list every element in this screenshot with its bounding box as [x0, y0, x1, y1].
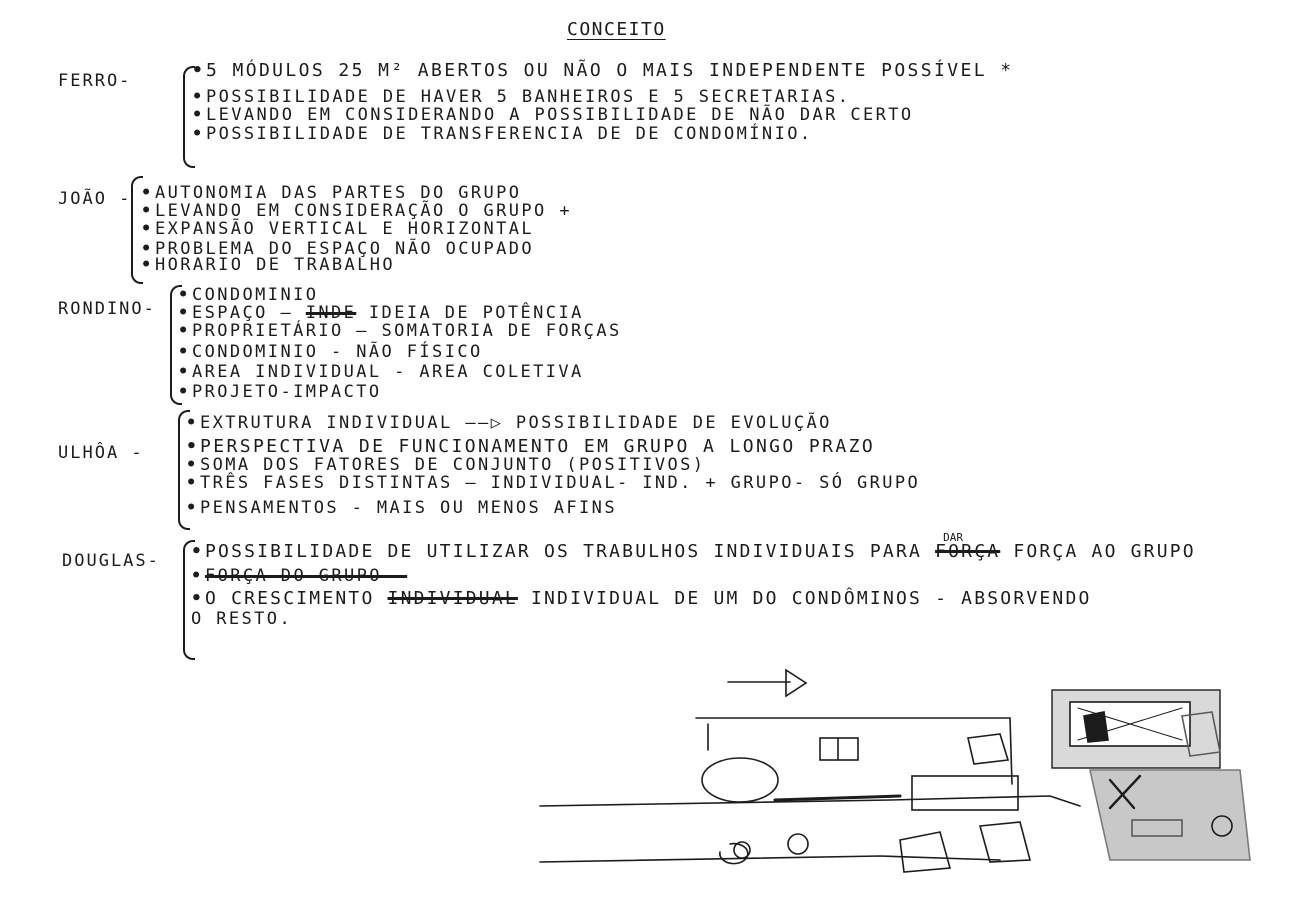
note-text: ESPAÇO —: [192, 303, 294, 323]
note-text: CONDOMINIO: [192, 285, 319, 305]
struck-text: FORÇA: [935, 541, 1001, 562]
note-line: •SOMA DOS FATORES DE CONJUNTO (POSITIVOS): [186, 455, 706, 475]
note-line: •HORARIO DE TRABALHO: [141, 255, 396, 275]
street-line: [540, 856, 1000, 862]
struck-text: FORÇA DO GRUPO —: [205, 566, 408, 586]
note-text: LEVANDO EM CONSIDERAÇÃO O GRUPO +: [155, 201, 572, 221]
block-volume: [900, 832, 950, 872]
note-line: •AREA INDIVIDUAL - AREA COLETIVA: [178, 362, 584, 382]
note-line: •PERSPECTIVA DE FUNCIONAMENTO EM GRUPO A LONGO PRAZO: [186, 436, 876, 457]
note-text: POSSIBILIDADE DE UTILIZAR OS TRABULHOS INDIVIDUAIS PARA: [205, 541, 923, 562]
note-line: •EXPANSÃO VERTICAL E HORIZONTAL: [141, 219, 535, 239]
note-line: •CONDOMINIO - NÃO FÍSICO: [178, 342, 483, 362]
section-name: RONDINO-: [58, 299, 156, 319]
note-text: EXTRUTURA INDIVIDUAL ——▷ POSSIBILIDADE DE EVOLUÇÃO: [200, 413, 832, 433]
tree-ellipse: [702, 758, 778, 802]
note-text: CONDOMINIO - NÃO FÍSICO: [192, 342, 483, 362]
note-line: •PROBLEMA DO ESPAÇO NÃO OCUPADO: [141, 239, 535, 259]
note-text: HORARIO DE TRABALHO: [155, 255, 396, 275]
note-line: •O CRESCIMENTO INDIVIDUAL INDIVIDUAL DE UM DO CONDÔMINOS - ABSORVENDO: [191, 588, 1092, 609]
note-text: FORÇA AO GRUPO: [1013, 541, 1196, 562]
note-line: •5 MÓDULOS 25 M² ABERTOS OU NÃO O MAIS INDEPENDENTE POSSÍVEL *: [192, 60, 1014, 81]
note-text: O RESTO.: [191, 609, 293, 629]
inserted-word: DAR: [943, 531, 963, 544]
block-volume: [912, 776, 1018, 810]
note-text: EXPANSÃO VERTICAL E HORIZONTAL: [155, 219, 535, 239]
block-volume: [968, 734, 1008, 764]
figure-circle: [788, 834, 808, 854]
note-text: INDIVIDUAL DE UM DO CONDÔMINOS - ABSORVENDO: [530, 588, 1092, 609]
section-name: ULHÔA -: [58, 443, 144, 463]
note-text: POSSIBILIDADE DE HAVER 5 BANHEIROS E 5 SECRETARIAS.: [206, 87, 851, 107]
struck-text: INDIVIDUAL: [387, 588, 518, 609]
note-text: O CRESCIMENTO: [205, 588, 375, 609]
note-line: •POSSIBILIDADE DE UTILIZAR OS TRABULHOS INDIVIDUAIS PARA DAR FORÇA FORÇA AO GRUPO: [191, 531, 1196, 562]
note-line: •PROPRIETÁRIO — SOMATORIA DE FORÇAS: [178, 321, 622, 341]
note-line: •POSSIBILIDADE DE TRANSFERENCIA DE DE CONDOMÍNIO.: [192, 124, 813, 144]
note-line: •AUTONOMIA DAS PARTES DO GRUPO: [141, 183, 522, 203]
note-text: 5 MÓDULOS 25 M² ABERTOS OU NÃO O MAIS INDEPENDENTE POSSÍVEL *: [206, 60, 1014, 81]
note-text: LEVANDO EM CONSIDERANDO A POSSIBILIDADE DE NÃO DAR CERTO: [206, 105, 914, 125]
note-line: •PROJETO-IMPACTO: [178, 382, 382, 402]
struck-text: INDE: [305, 303, 357, 323]
note-text: AREA INDIVIDUAL - AREA COLETIVA: [192, 362, 584, 382]
note-text: PENSAMENTOS - MAIS OU MENOS AFINS: [200, 498, 617, 518]
note-line: •LEVANDO EM CONSIDERAÇÃO O GRUPO +: [141, 201, 572, 221]
figure-circle: [720, 844, 748, 864]
note-line: •POSSIBILIDADE DE HAVER 5 BANHEIROS E 5 SECRETARIAS.: [192, 87, 851, 107]
section-name: FERRO-: [58, 71, 132, 91]
note-text: POSSIBILIDADE DE TRANSFERENCIA DE DE CONDOMÍNIO.: [206, 124, 813, 144]
tower-block: [1084, 712, 1108, 742]
arrow-head-icon: [786, 670, 806, 696]
section-name: DOUGLAS-: [62, 551, 160, 571]
note-text: IDEIA DE POTÊNCIA: [368, 303, 584, 323]
block-volume: [980, 822, 1030, 862]
note-text: PERSPECTIVA DE FUNCIONAMENTO EM GRUPO A LONGO PRAZO: [200, 436, 876, 457]
note-line: •CONDOMINIO: [178, 285, 319, 305]
note-text: AUTONOMIA DAS PARTES DO GRUPO: [155, 183, 522, 203]
section-name: JOÃO -: [58, 189, 132, 209]
note-text: TRÊS FASES DISTINTAS — INDIVIDUAL- IND. + GRUPO- SÓ GRUPO: [200, 473, 921, 493]
note-line: •TRÊS FASES DISTINTAS — INDIVIDUAL- IND. + GRUPO- SÓ GRUPO: [186, 473, 921, 493]
note-text: PROPRIETÁRIO — SOMATORIA DE FORÇAS: [192, 321, 622, 341]
page-title: CONCEITO: [567, 19, 666, 40]
note-line: •PENSAMENTOS - MAIS OU MENOS AFINS: [186, 498, 617, 518]
note-line: •EXTRUTURA INDIVIDUAL ——▷ POSSIBILIDADE DE EVOLUÇÃO: [186, 413, 832, 433]
building-roofline: [696, 718, 1012, 784]
note-text: PROJETO-IMPACTO: [192, 382, 382, 402]
note-text: PROBLEMA DO ESPAÇO NÃO OCUPADO: [155, 239, 535, 259]
note-line: •ESPAÇO — INDE IDEIA DE POTÊNCIA: [178, 303, 584, 323]
note-line: •LEVANDO EM CONSIDERANDO A POSSIBILIDADE DE NÃO DAR CERTO: [192, 105, 914, 125]
note-text: SOMA DOS FATORES DE CONJUNTO (POSITIVOS): [200, 455, 706, 475]
window-box: [820, 738, 858, 760]
note-line: •FORÇA DO GRUPO —: [191, 566, 408, 586]
